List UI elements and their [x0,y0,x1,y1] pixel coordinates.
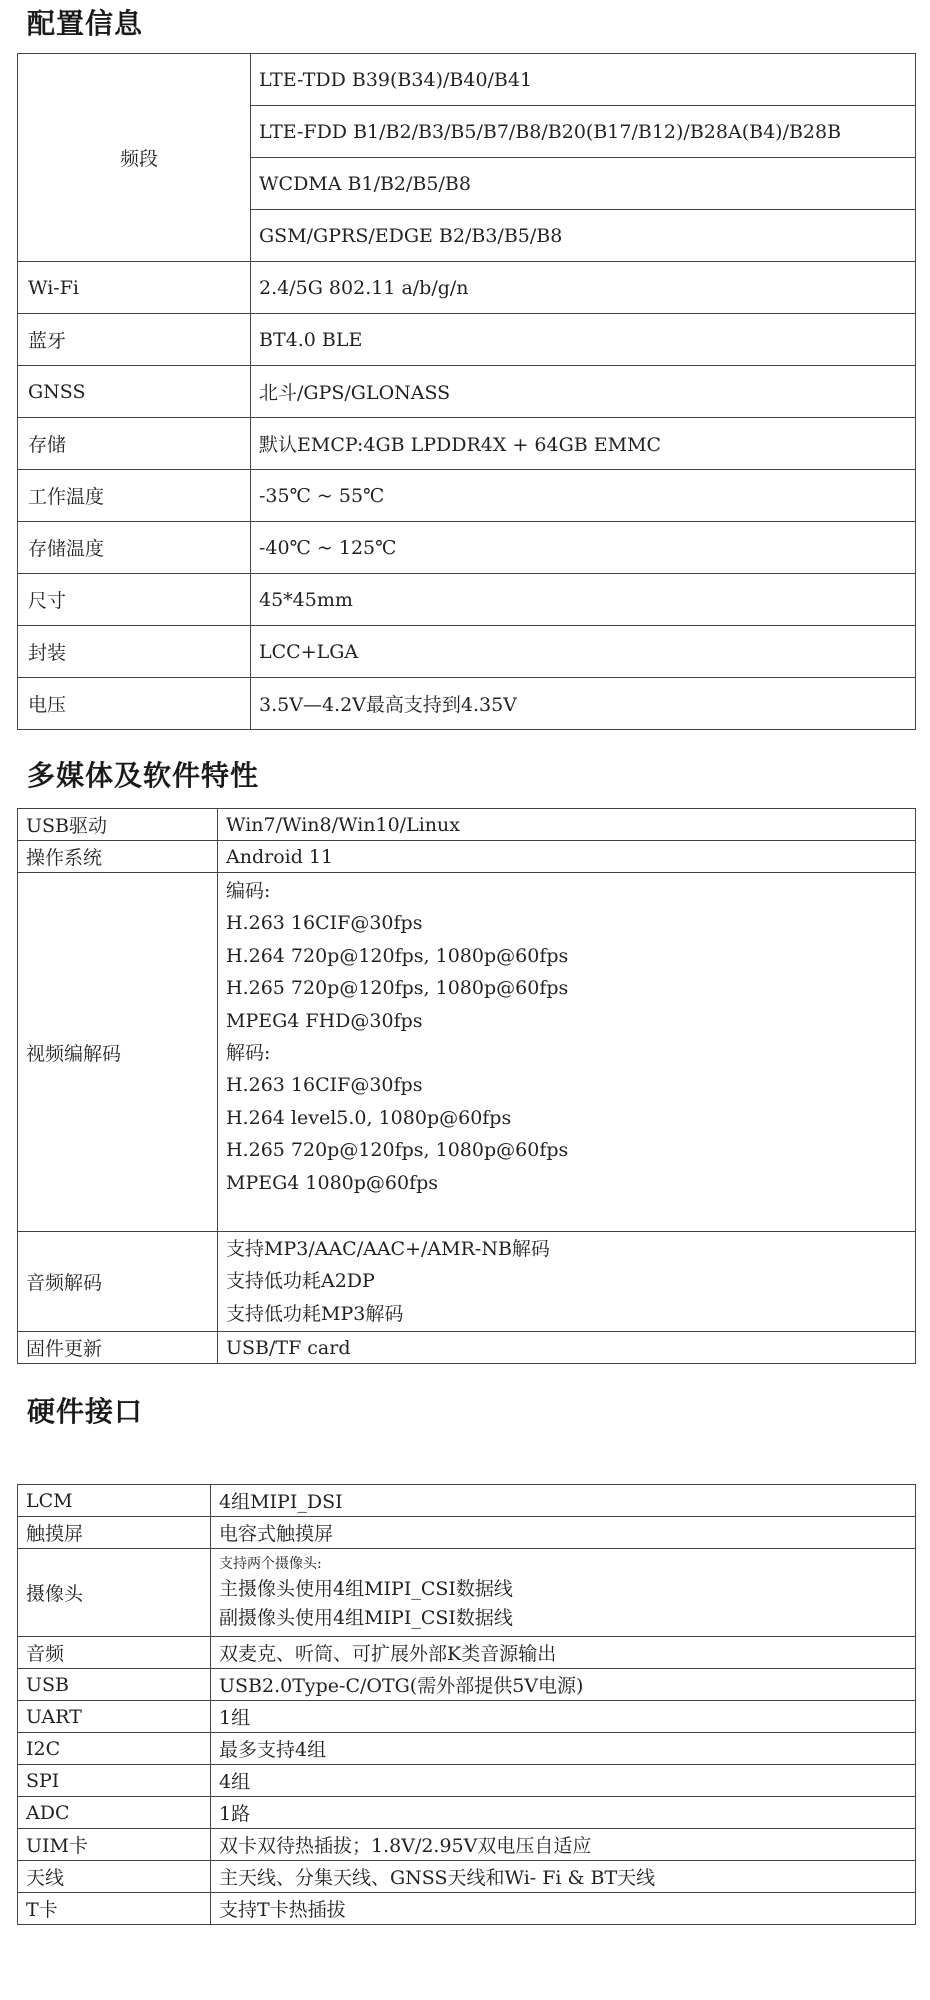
lcm-label: LCM [18,1485,211,1517]
audio-line: 支持低功耗A2DP [226,1270,375,1293]
row-label: ADC [18,1797,211,1829]
row-label: GNSS [18,366,251,418]
row-label: 尺寸 [18,574,251,626]
row-value: USB2.0Type-C/OTG(需外部提供5V电源) [211,1669,916,1701]
row-value: BT4.0 BLE [251,314,916,366]
touch-value: 电容式触摸屏 [211,1517,916,1549]
video-codec-label: 视频编解码 [18,873,218,1232]
audio-decode-value [218,1232,916,1332]
camera-value [211,1549,916,1637]
table-row [18,366,916,418]
os-label: 操作系统 [18,841,218,873]
row-label: 封装 [18,626,251,678]
codec-line: H.265 720p@120fps, 1080p@60fps [226,1139,569,1162]
firmware-value: USB/TF card [218,1332,916,1364]
row-value: 最多支持4组 [211,1733,916,1765]
row-value: 4组 [211,1765,916,1797]
row-label: T卡 [18,1893,211,1925]
row-value: 支持T卡热插拔 [211,1893,916,1925]
row-value: 北斗/GPS/GLONASS [251,366,916,418]
row-value: 2.4/5G 802.11 a/b/g/n [251,262,916,314]
table-row [18,873,916,1232]
row-value: -40℃ ~ 125℃ [251,522,916,574]
row-label: 电压 [18,678,251,730]
row-label: UART [18,1701,211,1733]
section-title-config: 配置信息 [27,7,144,40]
row-value: -35℃ ~ 55℃ [251,470,916,522]
codec-line: H.263 16CIF@30fps [226,1074,423,1097]
band-value: LTE-FDD B1/B2/B3/B5/B7/B8/B20(B17/B12)/B28A(B4)/B28B [251,106,916,158]
row-label: USB [18,1669,211,1701]
audio-decode-label: 音频解码 [18,1232,218,1332]
video-codec-value [218,873,916,1232]
row-label: 音频 [18,1637,211,1669]
table-row [18,1797,916,1829]
multimedia-table [17,808,916,1364]
firmware-label: 固件更新 [18,1332,218,1364]
row-value: 主天线、分集天线、GNSS天线和Wi- Fi & BT天线 [211,1861,916,1893]
table-row [18,1861,916,1893]
row-value: 双麦克、听筒、可扩展外部K类音源输出 [211,1637,916,1669]
camera-label: 摄像头 [18,1549,211,1637]
table-row [18,54,916,106]
table-row [18,470,916,522]
table-row [18,1485,916,1517]
audio-line: 支持MP3/AAC/AAC+/AMR-NB解码 [226,1238,550,1260]
table-row [18,1517,916,1549]
codec-line: H.265 720p@120fps, 1080p@60fps [226,977,569,1000]
band-value: WCDMA B1/B2/B5/B8 [251,158,916,210]
row-label: Wi-Fi [18,262,251,314]
table-row [18,1549,916,1637]
usb-driver-value: Win7/Win8/Win10/Linux [218,809,916,841]
codec-line: H.263 16CIF@30fps [226,912,423,935]
row-label: 存储 [18,418,251,470]
section-title-hardware: 硬件接口 [27,1395,144,1428]
row-value: 45*45mm [251,574,916,626]
codec-line: H.264 level5.0, 1080p@60fps [226,1106,512,1129]
row-value: 默认EMCP:4GB LPDDR4X + 64GB EMMC [251,418,916,470]
band-label: 频段 [18,54,251,262]
codec-line: MPEG4 1080p@60fps [226,1171,439,1194]
row-label: SPI [18,1765,211,1797]
table-row [18,522,916,574]
codec-line: H.264 720p@120fps, 1080p@60fps [226,944,569,967]
table-row [18,841,916,873]
os-value: Android 11 [218,841,916,873]
table-row [18,1669,916,1701]
table-row [18,1637,916,1669]
codec-line: 解码: [226,1041,271,1064]
band-value: LTE-TDD B39(B34)/B40/B41 [251,54,916,106]
table-row [18,678,916,730]
lcm-value: 4组MIPI_DSI [211,1485,916,1517]
row-label: 蓝牙 [18,314,251,366]
config-table [17,53,916,730]
camera-line: 副摄像头使用4组MIPI_CSI数据线 [219,1606,513,1629]
row-value: LCC+LGA [251,626,916,678]
audio-line: 支持低功耗MP3解码 [226,1302,404,1325]
table-row [18,1701,916,1733]
row-value: 1路 [211,1797,916,1829]
row-label: 工作温度 [18,470,251,522]
row-label: 存储温度 [18,522,251,574]
codec-line: 编码: [226,880,271,902]
table-row [18,1765,916,1797]
table-row [18,1332,916,1364]
band-value: GSM/GPRS/EDGE B2/B3/B5/B8 [251,210,916,262]
codec-line: MPEG4 FHD@30fps [226,1009,423,1032]
row-value: 双卡双待热插拔；1.8V/2.95V双电压自适应 [211,1829,916,1861]
camera-line: 主摄像头使用4组MIPI_CSI数据线 [219,1577,513,1600]
row-label: I2C [18,1733,211,1765]
row-label: 天线 [18,1861,211,1893]
table-row [18,574,916,626]
table-row [18,262,916,314]
table-row [18,626,916,678]
usb-driver-label: USB驱动 [18,809,218,841]
table-row [18,809,916,841]
table-row [18,418,916,470]
touch-label: 触摸屏 [18,1517,211,1549]
camera-note: 支持两个摄像头: [219,1555,322,1572]
hardware-table [17,1484,916,1925]
table-row [18,1893,916,1925]
row-label: UIM卡 [18,1829,211,1861]
table-row [18,1232,916,1332]
table-row [18,314,916,366]
section-title-multimedia: 多媒体及软件特性 [27,759,260,792]
row-value: 3.5V—4.2V最高支持到4.35V [251,678,916,730]
table-row [18,1829,916,1861]
row-value: 1组 [211,1701,916,1733]
table-row [18,1733,916,1765]
